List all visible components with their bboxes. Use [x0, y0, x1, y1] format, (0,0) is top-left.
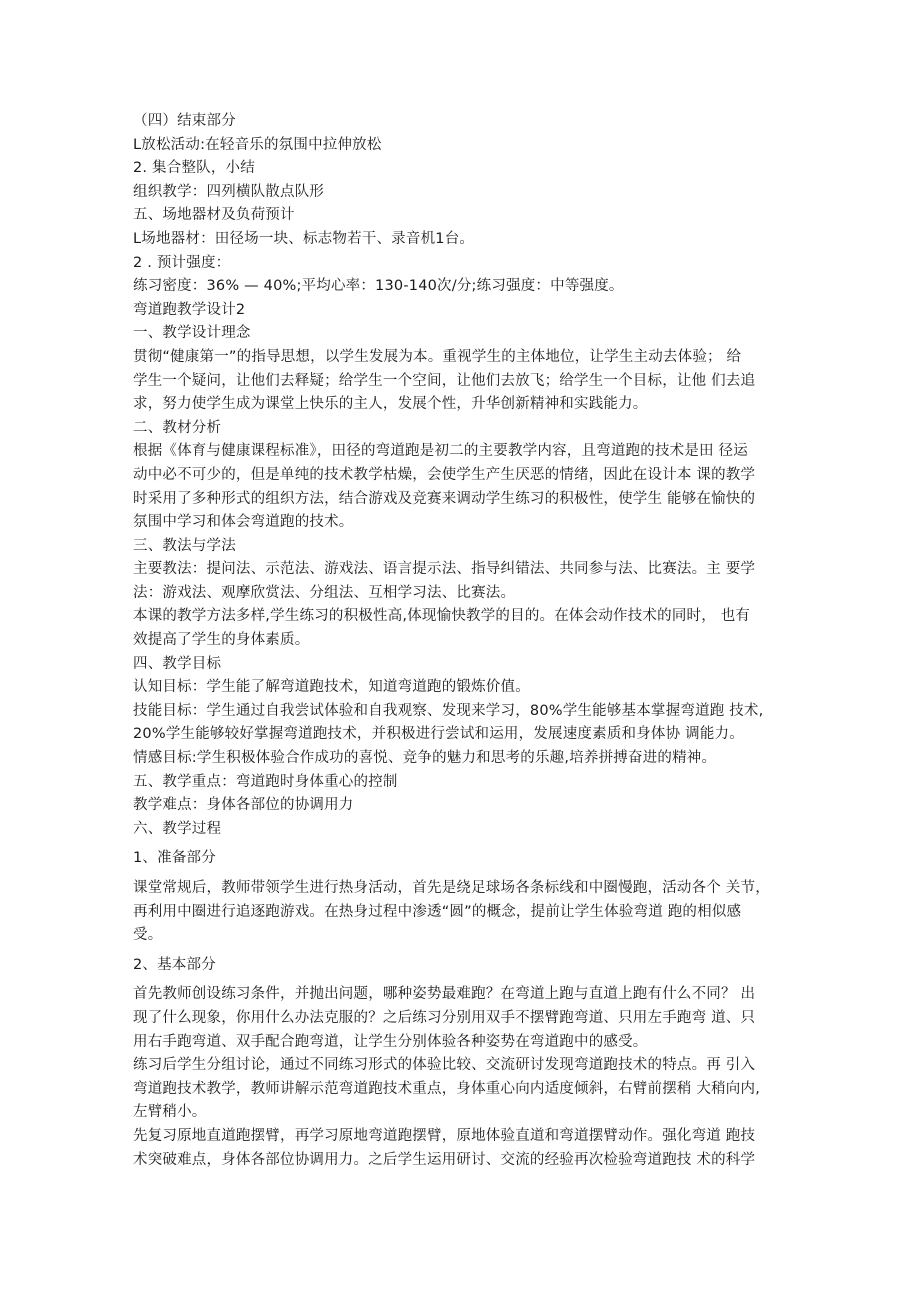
text-line: 2. 集合整队，小结 — [133, 160, 255, 177]
paragraph-line: 本课的教学方法多样,学生练习的积极性高,体现愉快教学的目的。在体会动作技术的同时， 也有 — [133, 608, 751, 625]
paragraph-line: 左臂稍小。 — [133, 1104, 207, 1121]
paragraph-line: 技能目标：学生通过自我尝试体验和自我观察、发现来学习，80%学生能够基本掌握弯道跑 技术, — [133, 702, 764, 719]
subsection-heading-preparation: 1、准备部分 — [133, 850, 216, 867]
section-heading-analysis: 二、教材分析 — [133, 419, 222, 436]
paragraph-line: 根据《体育与健康课程标准》，田径的弯道跑是初二的主要教学内容，且弯道跑的技术是田 径运 — [133, 443, 748, 460]
paragraph-line: 弯道跑技术教学，教师讲解示范弯道跑技术重点，身体重心向内适度倾斜，右臂前摆稍 大稍向内, — [133, 1080, 761, 1097]
text-line: 练习密度：36% — 40%;平均心率：130-140次/分;练习强度：中等强度。 — [133, 278, 624, 295]
paragraph-line: 情感目标:学生积极体验合作成功的喜悦、竞争的魅力和思考的乐趣,培养拼搏奋进的精神。 — [133, 750, 717, 767]
paragraph-line: 求，努力使学生成为课堂上快乐的主人，发展个性，升华创新精神和实践能力。 — [133, 396, 648, 413]
paragraph-line: 主要教法：提问法、示范法、游戏法、语言提示法、指导纠错法、共同参与法、比赛法。主 要学 — [133, 561, 756, 578]
subsection-heading-basic: 2、基本部分 — [133, 956, 216, 973]
paragraph-line: 时采用了多种形式的组织方法，结合游戏及竞赛来调动学生练习的积极性，使学生 能够在愉快的 — [133, 490, 756, 507]
paragraph-line: 教学难点：身体各部位的协调用力 — [133, 797, 354, 814]
paragraph-line: 用右手跑弯道、双手配合跑弯道，让学生分别体验各种姿势在弯道跑中的感受。 — [133, 1033, 648, 1050]
section-heading-key-points: 五、教学重点：弯道跑时身体重心的控制 — [133, 773, 398, 790]
text-line: 组织教学：四列横队散点队形 — [133, 183, 325, 200]
paragraph-line: 氛围中学习和体会弯道跑的技术。 — [133, 514, 354, 531]
paragraph-line: 课堂常规后，教师带领学生进行热身活动，首先是绕足球场各条标线和中圈慢跑，活动各个 关节， — [133, 880, 770, 896]
section-heading-methods: 三、教法与学法 — [133, 537, 236, 554]
section-heading-process: 六、教学过程 — [133, 820, 222, 837]
paragraph-line: 术突破难点，身体各部位协调用力。之后学生运用研讨、交流的经验再次检验弯道跑技 术的科学 — [133, 1151, 756, 1168]
paragraph-line: 法：游戏法、观摩欣赏法、分组法、互相学习法、比赛法。 — [133, 584, 516, 601]
section-heading-equipment: 五、场地器材及负荷预计 — [133, 207, 295, 224]
paragraph-line: 首先教师创设练习条件，并抛出问题，哪种姿势最难跑？在弯道上跑与直道上跑有什么不同？ 出 — [133, 986, 756, 1003]
text-line: L场地器材：田径场一块、标志物若干、录音机1台。 — [133, 230, 475, 247]
paragraph-line: 再利用中圈进行追逐跑游戏。在热身过程中渗透“圆”的概念，提前让学生体验弯道 跑的相似感 — [133, 903, 742, 920]
paragraph-line: 动中必不可少的，但是单纯的技术教学枯燥，会使学生产生厌恶的情绪，因此在设计本 课的教学 — [133, 466, 756, 483]
paragraph-line: 受。 — [133, 927, 163, 944]
paragraph-line: 效提高了学生的身体素质。 — [133, 632, 310, 649]
document-page — [133, 110, 798, 1172]
paragraph-line: 现了什么现象，你用什么办法克服的？之后练习分别用双手不摆臂跑弯道、只用左手跑弯 道、只 — [133, 1009, 756, 1026]
paragraph-line: 学生一个疑问，让他们去释疑；给学生一个空间，让他们去放飞；给学生一个目标，让他 们去追 — [133, 372, 756, 389]
paragraph-line: 先复习原地直道跑摆臂，再学习原地弯道跑摆臂，原地体验直道和弯道摆臂动作。强化弯道 跑技 — [133, 1127, 756, 1144]
text-line: 2 . 预计强度： — [133, 254, 231, 271]
paragraph-line: 认知目标：学生能了解弯道跑技术，知道弯道跑的锻炼价值。 — [133, 679, 530, 696]
section-heading-ending: （四）结束部分 — [133, 113, 236, 129]
document-title: 弯道跑教学设计2 — [133, 301, 246, 318]
paragraph-line: 20%学生能够较好掌握弯道跑技术，并积极进行尝试和运用，发展速度素质和身体协 调能力。 — [133, 726, 744, 743]
text-line: L放松活动:在轻音乐的氛围中拉伸放松 — [133, 136, 382, 153]
section-heading-concept: 一、教学设计理念 — [133, 325, 251, 342]
section-heading-objectives: 四、教学目标 — [133, 655, 222, 672]
paragraph-line: 贯彻“健康第一”的指导思想，以学生发展为本。重视学生的主体地位，让学生主动去体验； 给 — [133, 348, 742, 365]
paragraph-line: 练习后学生分组讨论，通过不同练习形式的体验比较、交流研讨发现弯道跑技术的特点。再 引入 — [133, 1057, 756, 1074]
